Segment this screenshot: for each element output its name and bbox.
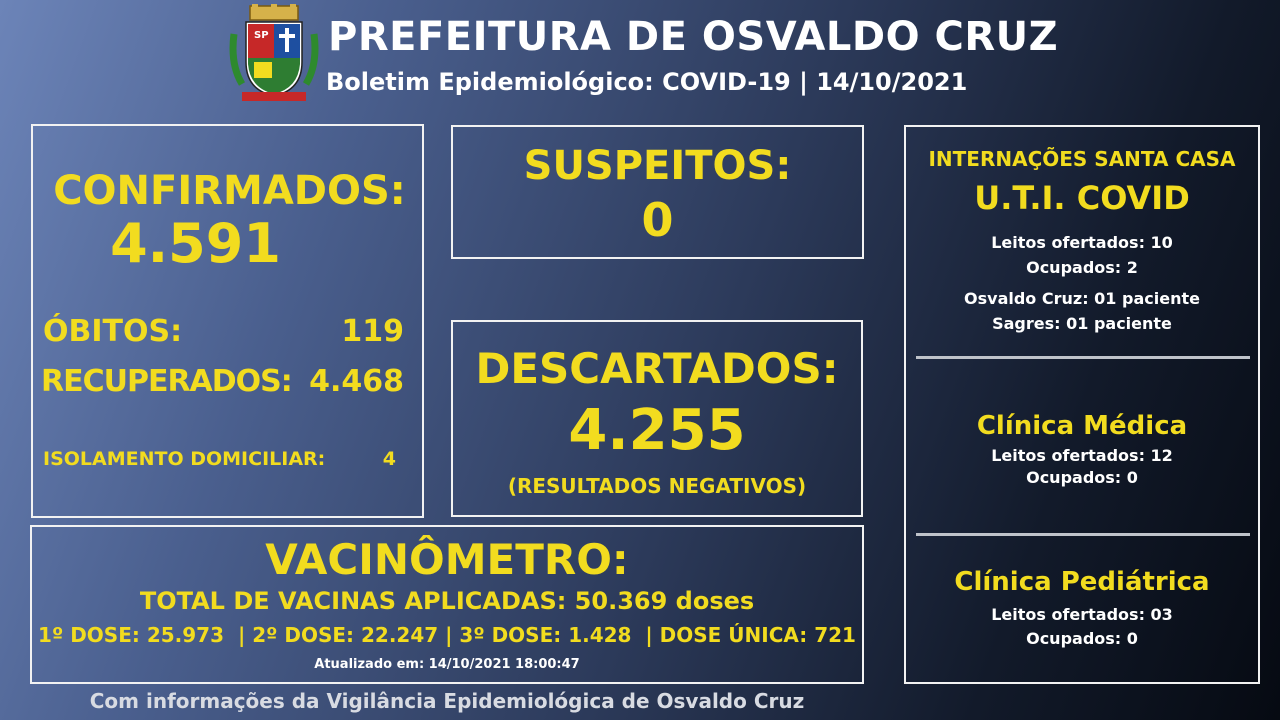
confirmed-panel (31, 124, 424, 518)
discarded-panel (451, 320, 863, 517)
uti-city2: Sagres: 01 paciente (992, 314, 1172, 333)
discarded-value: 4.255 (568, 398, 746, 463)
uti-occupied: Ocupados: 2 (1026, 258, 1138, 277)
clinica-pediatrica-occupied: Ocupados: 0 (1026, 629, 1138, 648)
discarded-note: (RESULTADOS NEGATIVOS) (507, 474, 807, 498)
uti-city1: Osvaldo Cruz: 01 paciente (964, 289, 1200, 308)
deaths-value: 119 (341, 314, 404, 349)
vaccines-title: VACINÔMETRO: (265, 535, 629, 584)
vaccines-panel (30, 525, 864, 684)
footer-credit: Com informações da Vigilância Epidemiológica de Osvaldo Cruz (89, 689, 805, 713)
hospital-heading: INTERNAÇÕES SANTA CASA (928, 147, 1236, 171)
clinica-pediatrica-title: Clínica Pediátrica (954, 567, 1210, 597)
page-title: PREFEITURA DE OSVALDO CRUZ (328, 14, 1059, 60)
hospital-panel (904, 125, 1260, 684)
isolation-label: ISOLAMENTO DOMICILIAR: (43, 448, 326, 470)
suspects-label: SUSPEITOS: (523, 143, 792, 189)
recovered-value: 4.468 (309, 364, 404, 399)
divider (916, 533, 1250, 536)
crest-initials: SP (254, 30, 269, 41)
clinica-pediatrica-beds: Leitos ofertados: 03 (991, 605, 1173, 624)
isolation-value: 4 (382, 448, 396, 470)
crest-icon (228, 4, 320, 108)
clinica-medica-title: Clínica Médica (976, 411, 1188, 441)
confirmed-value: 4.591 (110, 212, 281, 275)
clinica-medica-occupied: Ocupados: 0 (1026, 468, 1138, 487)
uti-title: U.T.I. COVID (974, 179, 1190, 217)
vaccines-doses: 1º DOSE: 25.973 | 2º DOSE: 22.247 | 3º DOSE: 1.428 | DOSE ÚNICA: 721 (38, 623, 856, 647)
suspects-value: 0 (641, 193, 674, 247)
page-subtitle: Boletim Epidemiológico: COVID-19 | 14/10/2021 (326, 68, 968, 96)
divider (916, 356, 1250, 359)
suspects-panel (451, 125, 864, 259)
uti-beds: Leitos ofertados: 10 (991, 233, 1173, 252)
confirmed-label: CONFIRMADOS: (53, 168, 406, 214)
clinica-medica-beds: Leitos ofertados: 12 (991, 446, 1173, 465)
city-crest-logo (228, 4, 320, 108)
vaccines-total: TOTAL DE VACINAS APLICADAS: 50.369 doses (139, 587, 755, 615)
recovered-label: RECUPERADOS: (41, 364, 292, 399)
vaccines-updated: Atualizado em: 14/10/2021 18:00:47 (314, 657, 580, 672)
discarded-label: DESCARTADOS: (475, 344, 839, 393)
deaths-label: ÓBITOS: (43, 314, 183, 349)
